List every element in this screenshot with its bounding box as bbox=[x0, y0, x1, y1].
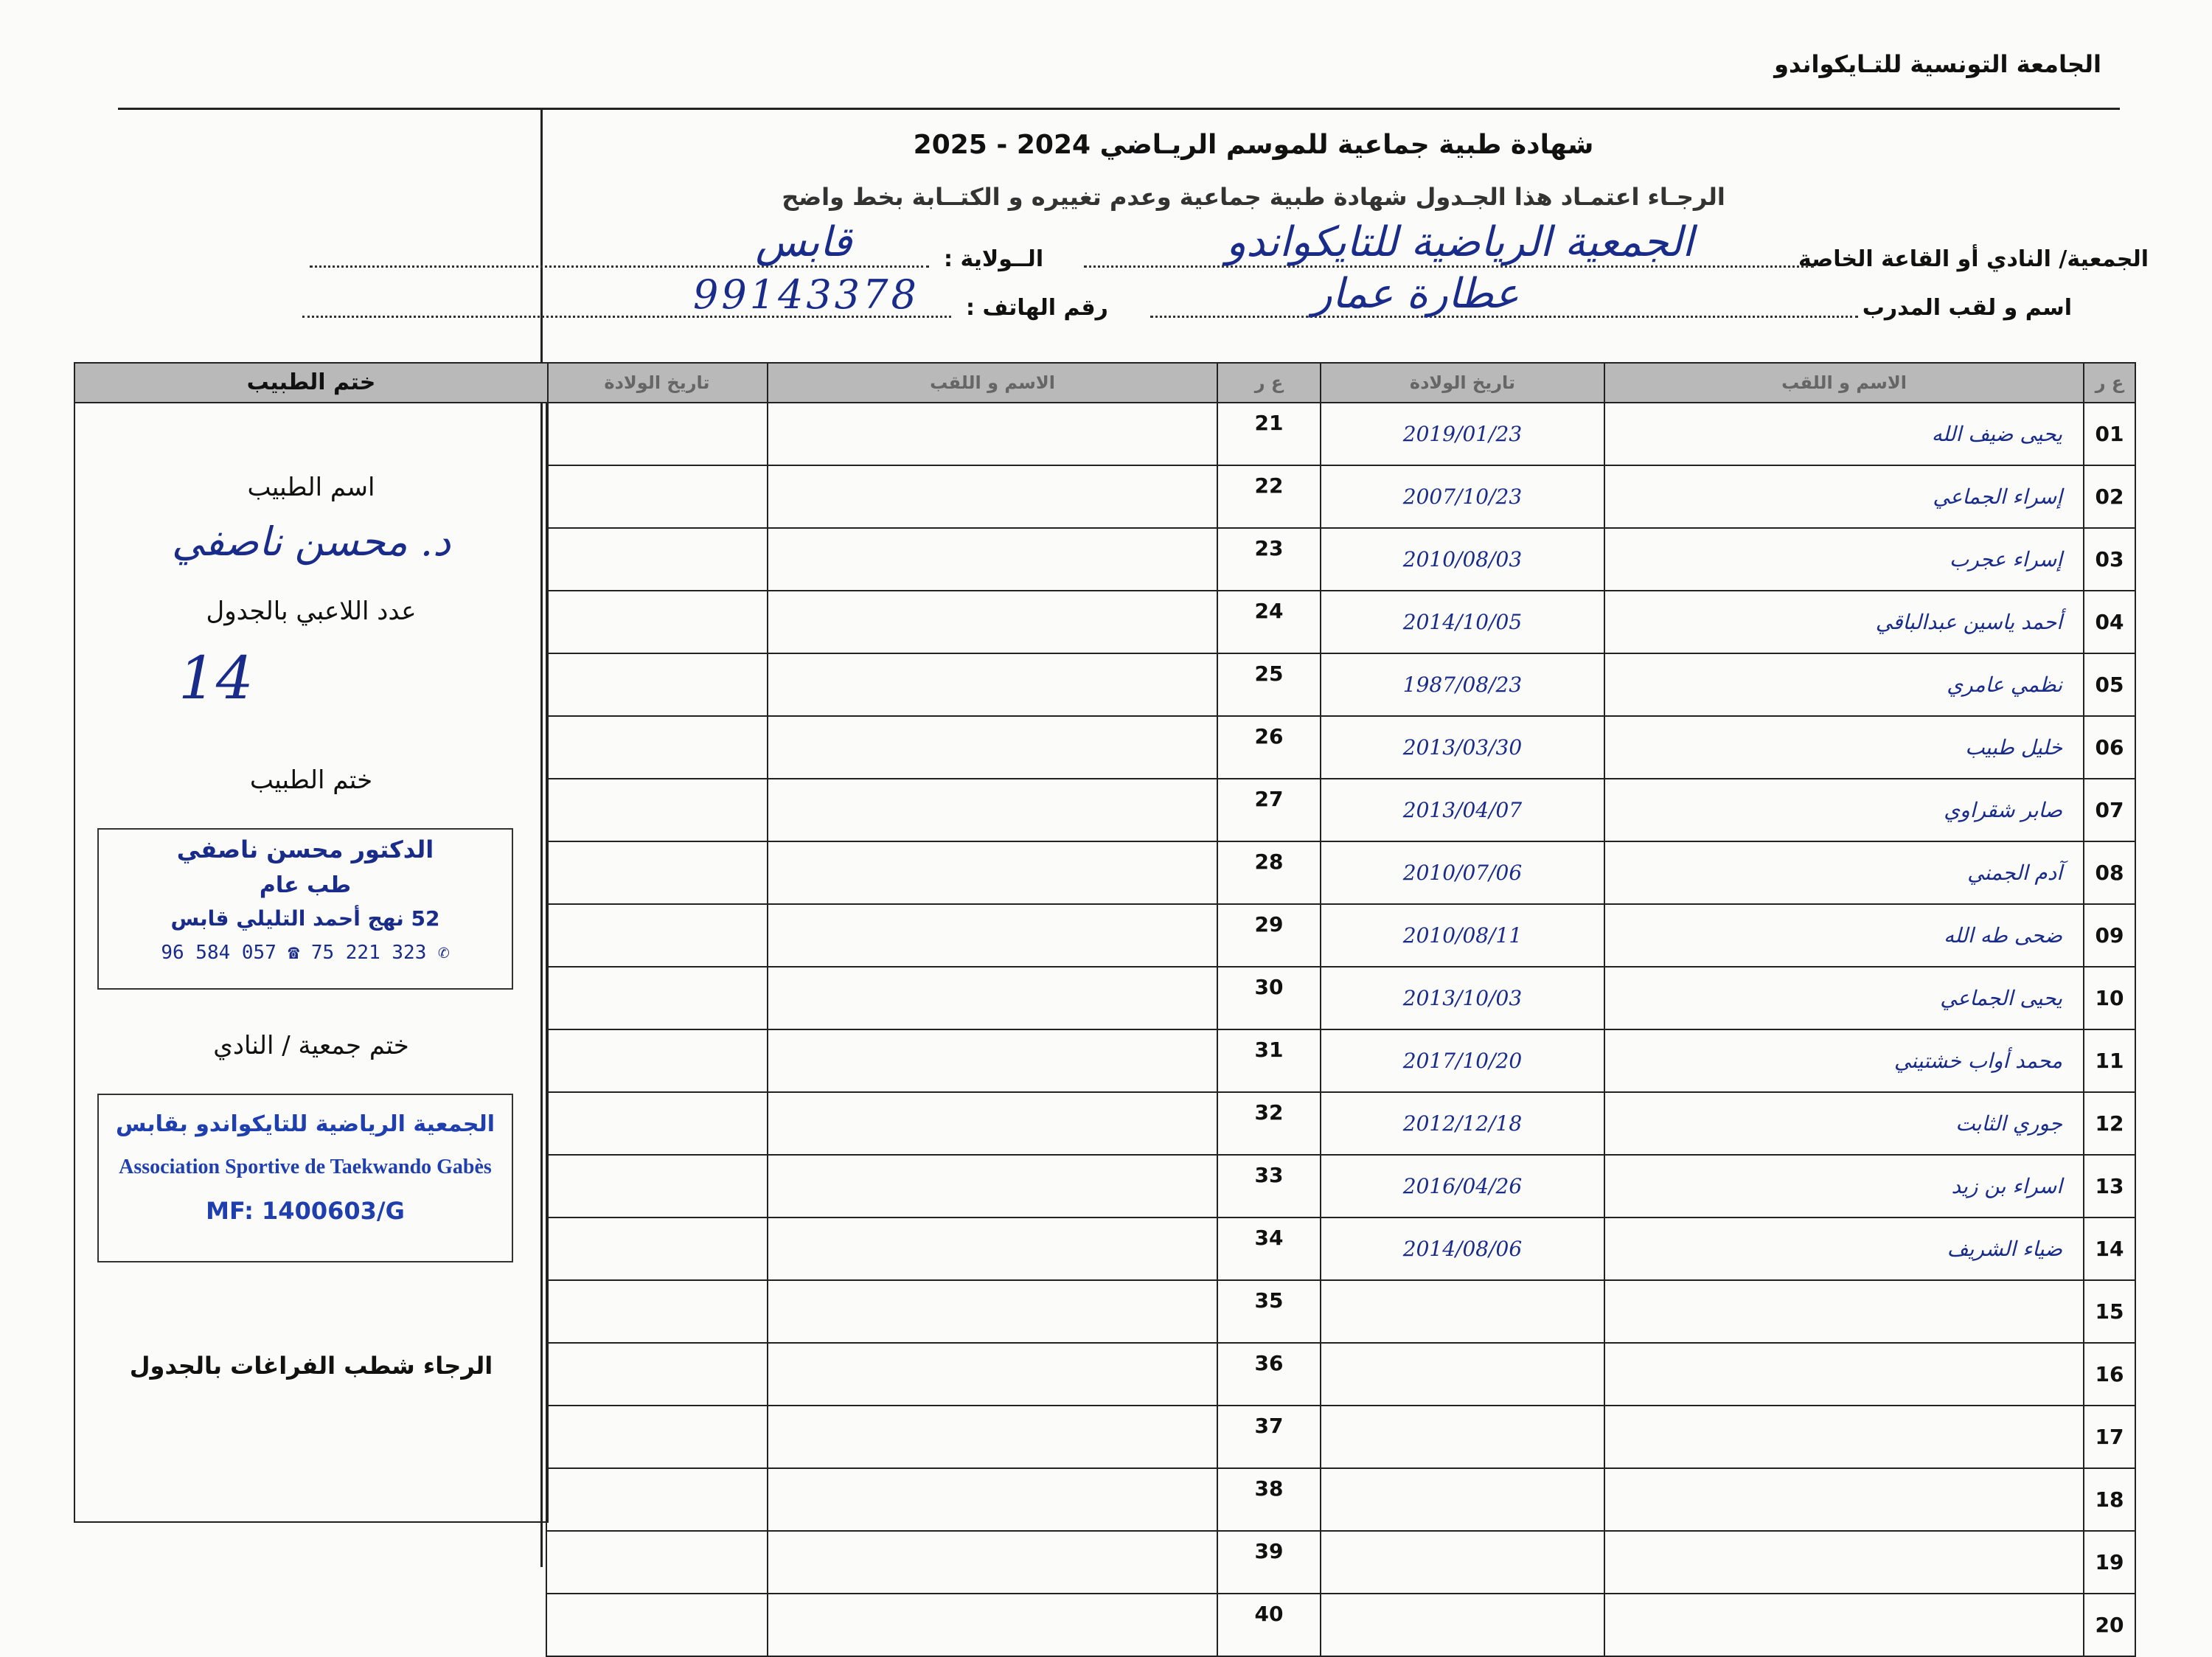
club-stamp-line1: الجمعية الرياضية للتايكواندو بقابس bbox=[115, 1111, 495, 1137]
birth-date-cell[interactable]: 2010/07/06 bbox=[1321, 841, 1604, 904]
table-row bbox=[546, 1280, 2135, 1343]
row-number-right: 39 bbox=[1217, 1531, 1321, 1594]
name-cell-right[interactable] bbox=[768, 1280, 1217, 1343]
row-number-left: 06 bbox=[2084, 716, 2135, 779]
doctor-stamp-label: ختم الطبيب bbox=[249, 765, 373, 795]
footer-note: الرجاء شطب الفراغات بالجدول bbox=[129, 1352, 493, 1380]
players-grid bbox=[546, 362, 2136, 1657]
row-number-right: 31 bbox=[1217, 1029, 1321, 1092]
table-row bbox=[546, 1594, 2135, 1656]
player-count-label: عدد اللاعبي بالجدول bbox=[206, 597, 417, 626]
birth-cell-right[interactable] bbox=[546, 1531, 768, 1594]
birth-date-cell[interactable]: 2016/04/26 bbox=[1321, 1155, 1604, 1217]
birth-date-cell[interactable]: 2019/01/23 bbox=[1321, 403, 1604, 465]
doctor-header: ختم الطبيب bbox=[75, 364, 547, 403]
player-name-cell[interactable] bbox=[1604, 1594, 2084, 1656]
birth-date-cell[interactable]: 2013/04/07 bbox=[1321, 779, 1604, 841]
birth-date-cell[interactable]: 2013/03/30 bbox=[1321, 716, 1604, 779]
table-row bbox=[546, 403, 2135, 465]
player-name-cell[interactable]: صابر شقراوي bbox=[1604, 779, 2084, 841]
row-number-left: 18 bbox=[2084, 1468, 2135, 1531]
player-name-cell[interactable] bbox=[1604, 1280, 2084, 1343]
player-name-cell[interactable] bbox=[1604, 1531, 2084, 1594]
birth-date-cell[interactable]: 2007/10/23 bbox=[1321, 465, 1604, 528]
table-row bbox=[546, 591, 2135, 653]
birth-date-cell[interactable]: 2017/10/20 bbox=[1321, 1029, 1604, 1092]
row-number-right: 22 bbox=[1217, 465, 1321, 528]
row-number-right: 30 bbox=[1217, 967, 1321, 1029]
header-number-right: ع ر bbox=[1217, 363, 1321, 403]
header-name-right: الاسم و اللقب bbox=[768, 363, 1217, 403]
row-number-right: 36 bbox=[1217, 1343, 1321, 1406]
birth-cell-right[interactable] bbox=[546, 1155, 768, 1217]
row-number-left: 05 bbox=[2084, 653, 2135, 716]
row-number-left: 03 bbox=[2084, 528, 2135, 591]
document-title: شهادة طبية جماعية للموسم الريـاضي 2024 - 2025 bbox=[913, 130, 1594, 160]
row-number-right: 23 bbox=[1217, 528, 1321, 591]
table-row bbox=[546, 1092, 2135, 1155]
name-cell-right[interactable] bbox=[768, 403, 1217, 465]
federation-title: الجامعة التونسية للتـايكواندو bbox=[1774, 50, 2101, 78]
birth-cell-right[interactable] bbox=[546, 591, 768, 653]
club-value[interactable]: الجمعية الرياضية للتايكواندو bbox=[1226, 218, 1694, 266]
name-cell-right[interactable] bbox=[768, 1092, 1217, 1155]
club-label: الجمعية/ النادي أو القاعة الخاصة bbox=[1798, 246, 2149, 272]
name-cell-right[interactable] bbox=[768, 716, 1217, 779]
row-number-left: 04 bbox=[2084, 591, 2135, 653]
birth-cell-right[interactable] bbox=[546, 1343, 768, 1406]
row-number-left: 15 bbox=[2084, 1280, 2135, 1343]
table-row bbox=[546, 1155, 2135, 1217]
row-number-right: 24 bbox=[1217, 591, 1321, 653]
wilaya-label: الــولاية : bbox=[944, 246, 1044, 272]
row-number-left: 09 bbox=[2084, 904, 2135, 967]
club-stamp bbox=[97, 1094, 513, 1262]
row-number-right: 35 bbox=[1217, 1280, 1321, 1343]
birth-date-cell[interactable] bbox=[1321, 1531, 1604, 1594]
row-number-right: 25 bbox=[1217, 653, 1321, 716]
name-cell-right[interactable] bbox=[768, 1029, 1217, 1092]
row-number-left: 07 bbox=[2084, 779, 2135, 841]
row-number-left: 02 bbox=[2084, 465, 2135, 528]
player-name-cell[interactable]: أحمد ياسين عبدالباقي bbox=[1604, 591, 2084, 653]
doctor-name-label: اسم الطبيب bbox=[247, 473, 375, 502]
row-number-right: 32 bbox=[1217, 1092, 1321, 1155]
player-name-cell[interactable] bbox=[1604, 1468, 2084, 1531]
row-number-left: 13 bbox=[2084, 1155, 2135, 1217]
player-name-cell[interactable]: إسراء الجماعي bbox=[1604, 465, 2084, 528]
wilaya-value[interactable]: قابس bbox=[755, 218, 852, 266]
table-row bbox=[546, 1468, 2135, 1531]
row-number-left: 11 bbox=[2084, 1029, 2135, 1092]
player-name-cell[interactable]: ضياء الشريف bbox=[1604, 1217, 2084, 1280]
name-cell-right[interactable] bbox=[768, 1155, 1217, 1217]
name-cell-right[interactable] bbox=[768, 841, 1217, 904]
row-number-left: 16 bbox=[2084, 1343, 2135, 1406]
name-cell-right[interactable] bbox=[768, 904, 1217, 967]
row-number-left: 19 bbox=[2084, 1531, 2135, 1594]
birth-date-cell[interactable] bbox=[1321, 1468, 1604, 1531]
doctor-stamp-line1: الدكتور محسن ناصفي bbox=[176, 836, 434, 864]
birth-cell-right[interactable] bbox=[546, 841, 768, 904]
player-count-value[interactable]: 14 bbox=[178, 644, 254, 712]
table-row bbox=[546, 1406, 2135, 1468]
row-number-left: 17 bbox=[2084, 1406, 2135, 1468]
name-cell-right[interactable] bbox=[768, 528, 1217, 591]
birth-cell-right[interactable] bbox=[546, 1594, 768, 1656]
birth-cell-right[interactable] bbox=[546, 653, 768, 716]
name-cell-right[interactable] bbox=[768, 1406, 1217, 1468]
row-number-right: 27 bbox=[1217, 779, 1321, 841]
player-name-cell[interactable]: ضحى طه الله bbox=[1604, 904, 2084, 967]
row-number-right: 40 bbox=[1217, 1594, 1321, 1656]
row-number-left: 20 bbox=[2084, 1594, 2135, 1656]
table-row bbox=[546, 1531, 2135, 1594]
row-number-right: 34 bbox=[1217, 1217, 1321, 1280]
birth-cell-right[interactable] bbox=[546, 403, 768, 465]
name-cell-right[interactable] bbox=[768, 1468, 1217, 1531]
table-row bbox=[546, 967, 2135, 1029]
birth-date-cell[interactable]: 2014/10/05 bbox=[1321, 591, 1604, 653]
table-row bbox=[546, 1029, 2135, 1092]
coach-label: اسم و لقب المدرب bbox=[1862, 295, 2072, 321]
birth-cell-right[interactable] bbox=[546, 1217, 768, 1280]
birth-date-cell[interactable]: 2012/12/18 bbox=[1321, 1092, 1604, 1155]
player-name-cell[interactable]: جوري الثابت bbox=[1604, 1092, 2084, 1155]
birth-date-cell[interactable]: 2010/08/03 bbox=[1321, 528, 1604, 591]
doctor-stamp-line4: 96 584 057 ☎ 75 221 323 ✆ bbox=[161, 942, 450, 964]
header-birth-left: تاريخ الولادة bbox=[1321, 363, 1604, 403]
player-name-cell[interactable]: نظمي عامري bbox=[1604, 653, 2084, 716]
row-number-left: 01 bbox=[2084, 403, 2135, 465]
club-stamp-label: ختم جمعية / النادي bbox=[213, 1031, 409, 1060]
player-name-cell[interactable]: يحيى ضيف الله bbox=[1604, 403, 2084, 465]
name-cell-right[interactable] bbox=[768, 967, 1217, 1029]
name-cell-right[interactable] bbox=[768, 1594, 1217, 1656]
document-subtitle: الرجـاء اعتمـاد هذا الجـدول شهادة طبية جماعية وعدم تغييره و الكتــابة بخط واضح bbox=[782, 183, 1725, 211]
row-number-left: 14 bbox=[2084, 1217, 2135, 1280]
table-row bbox=[546, 528, 2135, 591]
table-row bbox=[546, 779, 2135, 841]
birth-cell-right[interactable] bbox=[546, 1092, 768, 1155]
name-cell-right[interactable] bbox=[768, 1531, 1217, 1594]
player-name-cell[interactable] bbox=[1604, 1406, 2084, 1468]
doctor-name-value[interactable]: د. محسن ناصفي bbox=[171, 518, 451, 565]
birth-cell-right[interactable] bbox=[546, 1468, 768, 1531]
birth-date-cell[interactable] bbox=[1321, 1406, 1604, 1468]
row-number-right: 38 bbox=[1217, 1468, 1321, 1531]
row-number-right: 21 bbox=[1217, 403, 1321, 465]
player-name-cell[interactable]: إسراء عجرب bbox=[1604, 528, 2084, 591]
row-number-left: 08 bbox=[2084, 841, 2135, 904]
birth-cell-right[interactable] bbox=[546, 967, 768, 1029]
row-number-right: 26 bbox=[1217, 716, 1321, 779]
birth-cell-right[interactable] bbox=[546, 528, 768, 591]
header-divider bbox=[118, 108, 2120, 110]
table-row bbox=[546, 841, 2135, 904]
name-cell-right[interactable] bbox=[768, 591, 1217, 653]
name-cell-right[interactable] bbox=[768, 1343, 1217, 1406]
birth-cell-right[interactable] bbox=[546, 465, 768, 528]
birth-cell-right[interactable] bbox=[546, 1280, 768, 1343]
table-row bbox=[546, 1343, 2135, 1406]
row-number-right: 28 bbox=[1217, 841, 1321, 904]
row-number-left: 12 bbox=[2084, 1092, 2135, 1155]
name-cell-right[interactable] bbox=[768, 779, 1217, 841]
birth-cell-right[interactable] bbox=[546, 1029, 768, 1092]
name-cell-right[interactable] bbox=[768, 465, 1217, 528]
player-name-cell[interactable]: خليل طبيب bbox=[1604, 716, 2084, 779]
birth-date-cell[interactable]: 2010/08/11 bbox=[1321, 904, 1604, 967]
player-name-cell[interactable]: يحيى الجماعي bbox=[1604, 967, 2084, 1029]
header-name-left: الاسم و اللقب bbox=[1604, 363, 2084, 403]
birth-date-cell[interactable] bbox=[1321, 1280, 1604, 1343]
table-row bbox=[546, 653, 2135, 716]
row-number-right: 33 bbox=[1217, 1155, 1321, 1217]
header-number-left: ع ر bbox=[2084, 363, 2135, 403]
table-row bbox=[546, 716, 2135, 779]
row-number-right: 29 bbox=[1217, 904, 1321, 967]
coach-value[interactable]: عطارة عمار bbox=[1312, 270, 1520, 318]
birth-cell-right[interactable] bbox=[546, 716, 768, 779]
phone-value[interactable]: 99143378 bbox=[693, 271, 919, 318]
club-stamp-line2: Association Sportive de Taekwando Gabès bbox=[119, 1156, 492, 1178]
birth-cell-right[interactable] bbox=[546, 779, 768, 841]
table-header-row bbox=[546, 363, 2135, 403]
table-row bbox=[546, 1217, 2135, 1280]
table-row bbox=[546, 904, 2135, 967]
birth-date-cell[interactable] bbox=[1321, 1594, 1604, 1656]
birth-date-cell[interactable] bbox=[1321, 1343, 1604, 1406]
club-stamp-line3: MF: 1400603/G bbox=[206, 1197, 405, 1225]
birth-date-cell[interactable]: 1987/08/23 bbox=[1321, 653, 1604, 716]
doctor-panel bbox=[74, 362, 549, 1523]
table-row bbox=[546, 465, 2135, 528]
player-name-cell[interactable]: محمد أواب خشتيني bbox=[1604, 1029, 2084, 1092]
phone-label: رقم الهاتف : bbox=[966, 295, 1108, 321]
doctor-stamp-line2: طب عام bbox=[259, 872, 352, 898]
name-cell-right[interactable] bbox=[768, 1217, 1217, 1280]
doctor-stamp-line3: 52 نهج أحمد التليلي قابس bbox=[170, 906, 440, 931]
birth-date-cell[interactable]: 2013/10/03 bbox=[1321, 967, 1604, 1029]
birth-cell-right[interactable] bbox=[546, 1406, 768, 1468]
birth-cell-right[interactable] bbox=[546, 904, 768, 967]
player-name-cell[interactable]: آدم الجمني bbox=[1604, 841, 2084, 904]
row-number-left: 10 bbox=[2084, 967, 2135, 1029]
player-name-cell[interactable]: اسراء بن زيد bbox=[1604, 1155, 2084, 1217]
doctor-stamp bbox=[97, 828, 513, 990]
name-cell-right[interactable] bbox=[768, 653, 1217, 716]
header-birth-right: تاريخ الولادة bbox=[546, 363, 768, 403]
player-name-cell[interactable] bbox=[1604, 1343, 2084, 1406]
row-number-right: 37 bbox=[1217, 1406, 1321, 1468]
birth-date-cell[interactable]: 2014/08/06 bbox=[1321, 1217, 1604, 1280]
